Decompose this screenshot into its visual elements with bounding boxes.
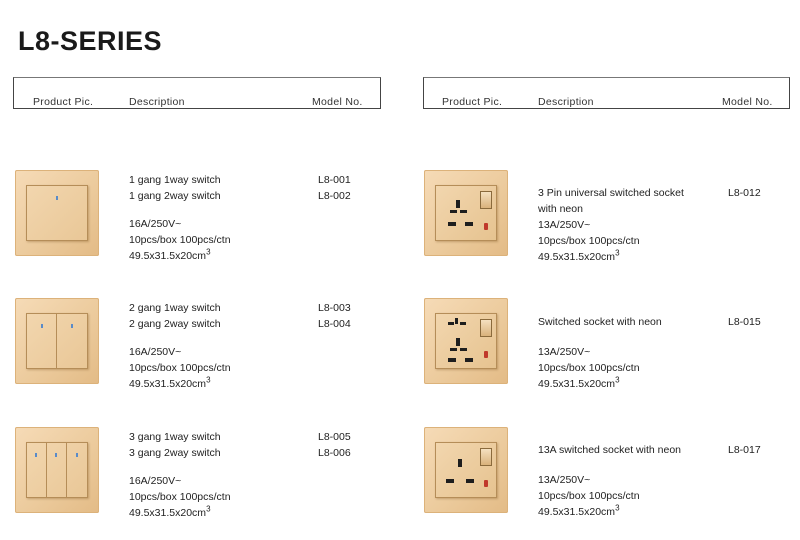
rocker — [47, 443, 67, 497]
model-no-3-gang — [318, 429, 351, 461]
description-3-gang — [129, 429, 231, 521]
pack-line: 10pcs/box 100pcs/ctn — [129, 234, 231, 246]
desc-line: 3 Pin universal switched socket — [538, 187, 684, 199]
header-description: Description — [129, 96, 185, 108]
desc-line: with neon — [538, 203, 583, 215]
pack-line: 10pcs/box 100pcs/ctn — [538, 362, 640, 374]
pack-line: 10pcs/box 100pcs/ctn — [538, 490, 640, 502]
socket-earth-pin — [458, 459, 462, 467]
model-no-universal-socket: L8-012 — [728, 187, 761, 199]
product-image-13a-socket — [424, 427, 508, 513]
rocker — [27, 186, 87, 240]
desc-line: 2 gang 2way switch — [129, 318, 221, 330]
pack-line: 10pcs/box 100pcs/ctn — [538, 235, 640, 247]
socket-pin — [448, 322, 454, 325]
desc-line: 1 gang 2way switch — [129, 190, 221, 202]
model-no-1-gang — [318, 172, 351, 204]
header-product-pic: Product Pic. — [33, 96, 94, 108]
socket-switch — [480, 319, 492, 337]
desc-line: 3 gang 2way switch — [129, 447, 221, 459]
spec-line: 16A/250V~ — [129, 218, 182, 230]
header-product-pic: Product Pic. — [442, 96, 503, 108]
description-13a-socket — [538, 442, 681, 520]
desc-line: 1 gang 1way switch — [129, 174, 221, 186]
header-description: Description — [538, 96, 594, 108]
rocker — [27, 314, 57, 368]
led-indicator — [76, 453, 78, 457]
size-line: $49.5x31.5x20cm^3$ — [129, 375, 211, 390]
spec-line: 13A/250V~ — [538, 346, 591, 358]
led-indicator — [71, 324, 73, 328]
neon-indicator — [484, 223, 488, 230]
size-line: $49.5x31.5x20cm^3$ — [538, 375, 620, 390]
model-number: L8-002 — [318, 190, 351, 202]
socket-pin — [450, 210, 457, 213]
socket-pin — [448, 222, 456, 226]
switch-plate — [26, 185, 88, 241]
size-line: $49.5x31.5x20cm^3$ — [538, 503, 620, 518]
neon-indicator — [484, 351, 488, 358]
socket-plate — [435, 185, 497, 241]
desc-line: 2 gang 1way switch — [129, 302, 221, 314]
product-image-3-gang-switch — [15, 427, 99, 513]
model-no-2-gang — [318, 300, 351, 332]
desc-line: 13A switched socket with neon — [538, 444, 682, 456]
pack-line: 10pcs/box 100pcs/ctn — [129, 491, 231, 503]
led-indicator — [41, 324, 43, 328]
rocker — [57, 314, 87, 368]
spec-line: 16A/250V~ — [129, 475, 182, 487]
description-2-gang — [129, 300, 231, 392]
socket-pin — [446, 479, 454, 483]
rocker — [27, 443, 47, 497]
socket-pin — [460, 210, 467, 213]
switch-plate — [26, 442, 88, 498]
model-number: L8-003 — [318, 302, 351, 314]
product-image-universal-socket — [424, 170, 508, 256]
socket-switch — [480, 191, 492, 209]
page-title: L8-SERIES — [18, 26, 163, 56]
socket-pin — [465, 358, 473, 362]
model-number: L8-001 — [318, 174, 351, 186]
socket-pin — [460, 322, 466, 325]
socket-switch — [480, 448, 492, 466]
socket-pin — [448, 358, 456, 362]
led-indicator — [56, 196, 58, 200]
table-header-right — [423, 77, 790, 109]
model-number: L8-006 — [318, 447, 351, 459]
size-line: $49.5x31.5x20cm^3$ — [129, 504, 211, 519]
product-image-2-gang-switch — [15, 298, 99, 384]
description-universal-socket — [538, 185, 684, 265]
description-switched-socket — [538, 314, 662, 392]
socket-earth-pin — [456, 200, 460, 208]
socket-earth-pin — [456, 338, 460, 346]
switch-plate — [26, 313, 88, 369]
desc-line: Switched socket with neon — [538, 316, 662, 328]
socket-pin — [450, 348, 457, 351]
led-indicator — [35, 453, 37, 457]
product-image-switched-socket — [424, 298, 508, 384]
model-number: L8-005 — [318, 431, 351, 443]
socket-pin — [460, 348, 467, 351]
description-1-gang — [129, 172, 231, 264]
led-indicator — [55, 453, 57, 457]
header-model-no: Model No. — [722, 96, 773, 108]
product-image-1-gang-switch — [15, 170, 99, 256]
model-no-13a-socket: L8-017 — [728, 444, 761, 456]
socket-plate — [435, 442, 497, 498]
spec-line: 16A/250V~ — [129, 346, 182, 358]
model-no-switched-socket: L8-015 — [728, 316, 761, 328]
header-model-no: Model No. — [312, 96, 363, 108]
desc-line: 3 gang 1way switch — [129, 431, 221, 443]
rocker — [67, 443, 87, 497]
socket-pin — [466, 479, 474, 483]
size-line: $49.5x31.5x20cm^3$ — [129, 247, 211, 262]
socket-plate — [435, 313, 497, 369]
table-header-left — [13, 77, 381, 109]
spec-line: 13A/250V~ — [538, 474, 591, 486]
pack-line: 10pcs/box 100pcs/ctn — [129, 362, 231, 374]
socket-pin — [465, 222, 473, 226]
neon-indicator — [484, 480, 488, 487]
socket-earth-pin — [455, 318, 458, 324]
size-line: $49.5x31.5x20cm^3$ — [538, 248, 620, 263]
model-number: L8-004 — [318, 318, 351, 330]
spec-line: 13A/250V~ — [538, 219, 591, 231]
